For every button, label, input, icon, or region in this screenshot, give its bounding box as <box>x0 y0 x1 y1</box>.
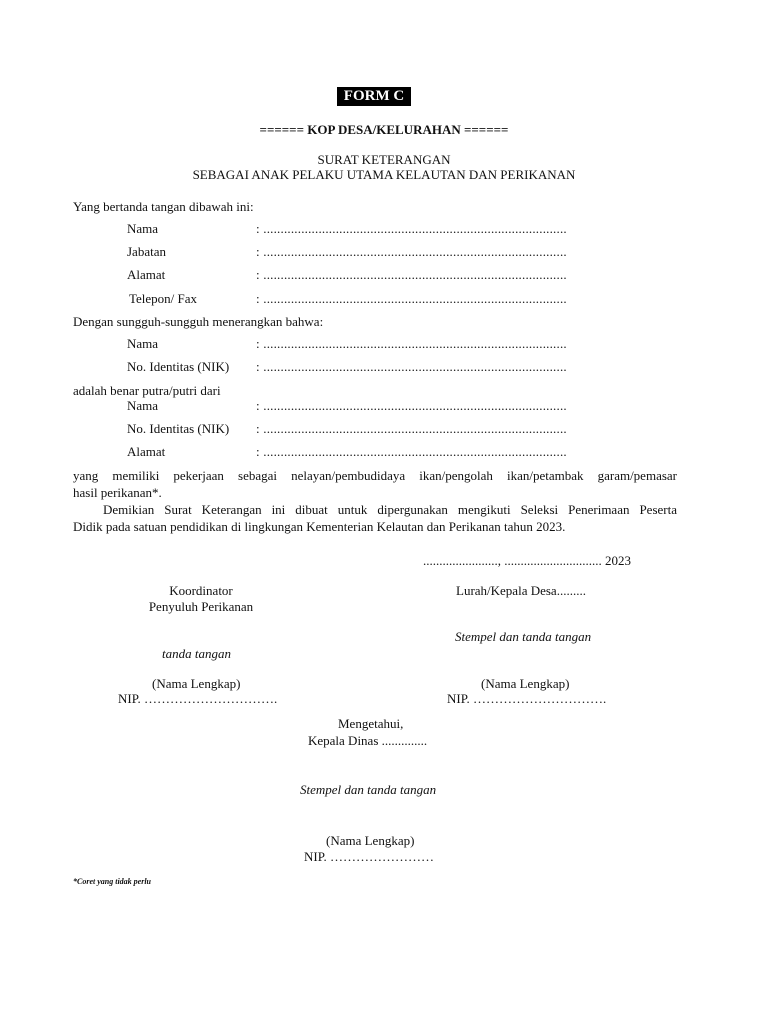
occupation-line-2: hasil perikanan*. <box>73 485 162 500</box>
parent-address-label: Alamat <box>127 444 166 459</box>
closing-line-1: Demikian Surat Keterangan ini dibuat untuk dipergunakan mengikuti Seleksi Penerimaan Peserta <box>103 502 677 517</box>
right-full-name: (Nama Lengkap) <box>481 676 570 691</box>
right-sign-note: Stempel dan tanda tangan <box>455 629 592 644</box>
document-title: SURAT KETERANGAN <box>317 152 451 167</box>
document-subtitle: SEBAGAI ANAK PELAKU UTAMA KELAUTAN DAN PERIKANAN <box>192 167 576 182</box>
footnote: *Coret yang tidak perlu <box>73 877 152 886</box>
left-nip: NIP. …………………………. <box>118 691 278 706</box>
parent-intro: adalah benar putra/putri dari <box>73 383 221 398</box>
signer-phone-field[interactable]: : ........................................................................................ <box>256 291 567 306</box>
child-name-field[interactable]: : ........................................................................................ <box>256 336 567 351</box>
closing-paragraph <box>73 501 677 535</box>
kop-desa-heading: ====== KOP DESA/KELURAHAN ====== <box>259 122 509 137</box>
left-sign-note: tanda tangan <box>162 646 231 661</box>
closing-line-2: Didik pada satuan pendidikan di lingkungan Kementerian Kelautan dan Perikanan tahun 2023. <box>73 519 566 534</box>
child-nik-label: No. Identitas (NIK) <box>127 359 230 374</box>
occupation-paragraph <box>73 467 677 501</box>
left-signer-role-2: Penyuluh Perikanan <box>148 599 254 614</box>
signer-name-field[interactable]: : ........................................................................................ <box>256 221 567 236</box>
left-full-name: (Nama Lengkap) <box>152 676 241 691</box>
signer-position-label: Jabatan <box>127 244 166 259</box>
acknowledged-label: Mengetahui, <box>338 716 404 731</box>
date-line[interactable]: ......................., .............................. 2023 <box>423 553 631 568</box>
signer-intro: Yang bertanda tangan dibawah ini: <box>73 199 254 214</box>
head-of-office-label: Kepala Dinas .............. <box>308 733 428 748</box>
signer-address-field[interactable]: : ........................................................................................ <box>256 267 567 282</box>
parent-name-label: Nama <box>127 398 159 413</box>
occupation-line-1: yang memiliki pekerjaan sebagai nelayan/pembudidaya ikan/pengolah ikan/petambak garam/pemasar <box>73 468 677 483</box>
signer-position-field[interactable]: : ........................................................................................ <box>256 244 567 259</box>
center-nip: NIP. …………………… <box>304 849 435 864</box>
child-nik-field[interactable]: : ........................................................................................ <box>256 359 567 374</box>
center-sign-note: Stempel dan tanda tangan <box>300 782 437 797</box>
parent-name-field[interactable]: : ........................................................................................ <box>256 398 567 413</box>
parent-address-field[interactable]: : ........................................................................................ <box>256 444 567 459</box>
child-intro: Dengan sungguh-sungguh menerangkan bahwa: <box>73 314 324 329</box>
signer-phone-label: Telepon/ Fax <box>129 291 198 306</box>
left-signer-role: Koordinator <box>169 583 233 598</box>
child-name-label: Nama <box>127 336 159 351</box>
signer-address-label: Alamat <box>127 267 166 282</box>
parent-nik-field[interactable]: : ........................................................................................ <box>256 421 567 436</box>
center-full-name: (Nama Lengkap) <box>326 833 415 848</box>
signer-name-label: Nama <box>127 221 159 236</box>
form-label: FORM C <box>337 87 411 106</box>
right-nip: NIP. …………………………. <box>447 691 607 706</box>
right-signer-role: Lurah/Kepala Desa......... <box>456 583 586 598</box>
parent-nik-label: No. Identitas (NIK) <box>127 421 230 436</box>
